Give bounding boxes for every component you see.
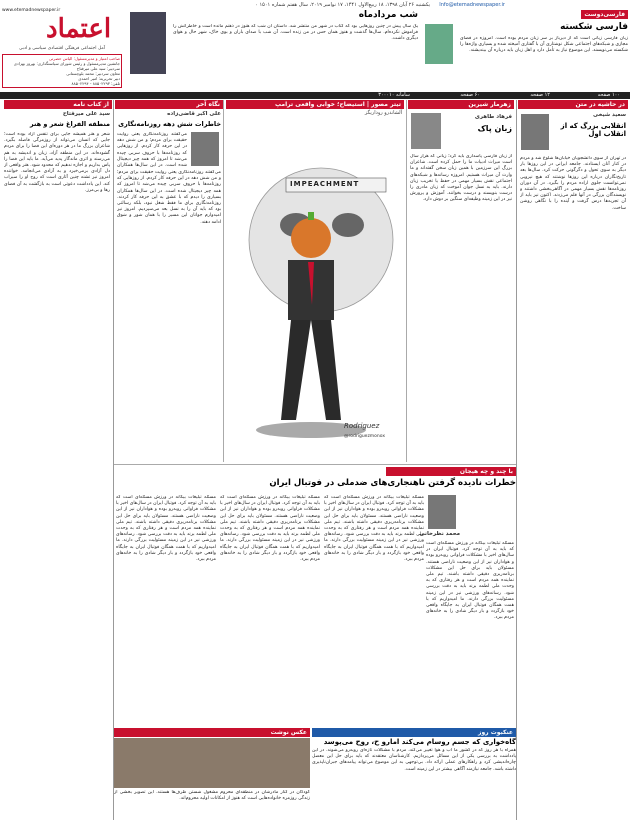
story-body: از زبان فارسی پاسداری باید کرد؛ زبانی که هزار سال است میراث ادبیات ما را حمل کرده است. شاعران بزرگ این سرزمین با همین زبان سخن گفته‌اند و ما وارث آن میراث هستیم. امروزه رسانه‌ها و شبکه‌های اجتماعی نقش بسیار مهمی در حفظ یا تخریب زبان دارند. باید به نسل جوان آموخت که زبان مادری را درست بنویسند و درست بخوانند. آموزش و پرورش نیز در این زمینه وظیفه‌ای سنگین بر دوش دارد. [410, 154, 512, 203]
story-image [130, 12, 166, 74]
story-headline: خاطرات شش دهه روزنامه‌نگاری [118, 120, 221, 128]
story-image [425, 24, 453, 64]
photo-story-image [114, 738, 310, 788]
editorial-box [2, 54, 122, 88]
story-body-continued: می‌گفتند روزنامه‌نگاری یعنی روایت حقیقت برای مردم؛ و من شش دهه در این حرفه کار کردم. از روزهایی که روزنامه‌ها با حروف سربی چیده می‌شد تا امروز که همه چیز دیجیتال شده است. در این سال‌ها همکاران بسیاری را دیدم که با عشق به این حرفه کار کردند. روزنامه‌نگاری برای ما فقط شغل نبود، بلکه رسالتی بود که باید آن را به نسل بعد می‌سپردیم. امروز نیز امیدوارم جوانان این مسیر را با همان شور و شوق ادامه دهند. [117, 170, 221, 225]
story-byline: سید علی میرفتاح [62, 111, 110, 117]
editorial-line: تلفن: ۸۸۵۰۲۲۹۳ - ۸۸۵۰۲۲۹۴ [71, 81, 120, 86]
cartoon-kicker: تیتر مصور | استیضاح؛ خوابی واقعی ترامپ [226, 100, 404, 109]
story-byline: فرهاد طاهری [474, 114, 512, 120]
story-kicker: از کتاب نامه [4, 100, 112, 109]
masthead-tagline: آمل اجتماعی فرهنگی اقتصادی سیاسی و ادبی [18, 46, 106, 51]
masthead-email[interactable]: Info@etemadnewspaper.ir [439, 2, 505, 8]
story-bookday [128, 10, 418, 88]
masthead [0, 0, 630, 92]
story-body: همراه با هر روز که در کشور ما آب و هوا تغییر می‌کند، مردم با مشکلات تازه‌ای روبه‌رو می‌شوند. در این یادداشت به بررسی یکی از این مسائل می‌پردازیم. کارشناسان معتقدند که باید برای حل این معضل چاره‌اندیشی کرد و راهکارهای عملی ارائه داد. بی‌توجهی به این موضوع می‌تواند پیامدهای جبران‌ناپذیری داشته باشد. جامعه نیازمند آگاهی بیشتر در این زمینه است. [312, 748, 516, 772]
top-bar [0, 92, 630, 99]
story-byline: علی اکبر قاضی‌زاده [167, 111, 221, 117]
editorial-line: دبیر تحریریه: امیر احمدی [78, 76, 120, 81]
story-byline: سعید شیخی [592, 112, 626, 118]
left-column-story [516, 100, 628, 820]
author-photo [191, 132, 219, 166]
top-bar-item[interactable]: ۱۰۰ صفحه [597, 92, 620, 98]
story-headline: خطرات نادیده گرفتن ناهنجاری‌های ضدملی در فوتبال ایران [269, 478, 516, 488]
story-headline: انقلابی بزرگ که از انقلاب اول [560, 122, 626, 138]
story-body: یک سال پیش در چنین روزهایی بود که کتاب در شهر من منتشر شد. داستان آن شب که هنوز در ذهنم مانده است و خاطراتش را فراموش نکرده‌ام. سال‌ها گذشت و هنوز همان حس در من زنده است. آن شب با صدای باران و بوی خاک، شهر حال و هوای دیگری داشت. [173, 24, 418, 42]
story-byline: محمد نظرخانی [419, 531, 460, 537]
story-headline: منطقه الفراغ شعر و هنر [29, 120, 110, 128]
masthead-logo: اعتماد [46, 14, 112, 44]
pumpkin-head [291, 218, 331, 258]
story-kicker: عنکبوت روز [312, 728, 516, 737]
editorial-line: معاون سردبیر: محمد بلوچستانی [66, 71, 120, 76]
story-kicker: نگاه آخر [115, 100, 223, 109]
story-kicker: در حاشیه در متن [518, 100, 628, 109]
story-body: زبان فارسی زبانی است که از دیرباز بر سر زبان مردم بوده است. امروزه در فضای مجازی و شبکه‌های اجتماعی شکل نوشتاری آن با گفتاری آمیخته شده و بسیاری واژه‌ها را شکسته می‌نویسند. این موضوع نیاز به تأمل دارد و اهل زبان باید درباره آن بیندیشند. [460, 36, 628, 54]
story-body-column: مسئله تبلیغات بیگانه در ورزش مسئله‌ای است که باید به آن توجه کرد. فوتبال ایران در سال‌های اخیر با مشکلات فراوانی روبه‌رو بوده و هواداران نیز از این وضعیت ناراضی هستند. مسئولان باید برای حل این مشکلات برنامه‌ریزی دقیقی داشته باشند. تیم ملی نماینده همه مردم است و هر رفتاری که به وحدت ملی لطمه بزند باید به دقت بررسی شود. رسانه‌های ورزشی نیز در این زمینه مسئولیت بزرگی دارند. ما امیدواریم که با همت همگان فوتبال ایران به جایگاه واقعی خود بازگردد و بار دیگر شادی را به خانه‌های مردم ببرد. [426, 541, 514, 621]
skull-eye [332, 213, 364, 237]
cartoon-credit: آلشاندرو روداریگز [364, 110, 402, 116]
cartoon-signature: Rodriguez [344, 422, 380, 430]
story-worm [312, 728, 516, 820]
editorial-line: سردبیر: سید علی میرفتاح [76, 66, 120, 71]
column-divider [113, 100, 114, 820]
story-body: شعر و هنر همیشه جایی برای تنفس آزاد بوده است؛ جایی که انسان می‌تواند از روزمرگی فاصله بگیرد. شاعران بزرگ ما در هر دوره‌ای این فضا را برای مردم گشوده‌اند. در این منطقه آزاد، زبان و اندیشه به هم می‌رسند و اثری ماندگار پدید می‌آید. ما باید این فضا را پاس بداریم و اجازه ندهیم که محدود شود. هنر واقعی از دل آزادی برمی‌خیزد و به آزادی می‌انجامد. خواننده امروز نیز تشنه چنین آثاری است که روح او را سیراب کند. این یادداشت دعوتی است به بازگشت به آن فضای رها و بی‌مرز. [4, 132, 110, 193]
logo-block [2, 8, 122, 88]
top-bar-item[interactable]: ۱۲ صفحه [530, 92, 550, 98]
story-body: در تهران از سوی دانشجویان خیابان‌ها شلوغ شد و مردم در کنار آنان ایستادند. جامعه ایرانی در این روزها بار دیگر به سوی تحول و دگرگونی حرکت کرد. سال‌ها بعد تاریخ‌نگاران درباره این روزها نوشتند که هیچ نیرویی نمی‌توانست جلوی اراده مردم را بگیرد. در آن دوران روزنامه‌ها نقش بسیار مهمی در آگاهی‌بخشی داشتند و نویسندگان بزرگی در آنها قلم می‌زدند. اکنون نیز باید از آن تجربه‌ها درس گرفت و آینده را با نگاهی روشن ساخت. [520, 156, 626, 211]
editorial-line: صاحب امتیاز و مدیرمسئول: الیاس حضرتی [48, 56, 120, 61]
story-headline: شب مردادماه [358, 10, 418, 20]
date-line: یکشنبه ۲۶ آبان ۱۳۹۸، ۱۸ ربیع‌الاول ۱۴۴۱، ۱۷ نوامبر ۲۰۱۹، سال هفتم شماره ۱۵۰۱ ۰ [255, 2, 430, 8]
story-kicker: عکس نوشت [114, 728, 310, 737]
cartoon [226, 100, 404, 462]
column-divider [516, 100, 517, 820]
author-photo [521, 114, 549, 150]
story-kicker: زهرمار شیرین [408, 100, 514, 109]
story-headline: فارسی شکسته [560, 22, 628, 32]
story-headline: گاه‌خواری که جسم روسام می‌کند امارو ح، روح می‌پوسد [323, 738, 516, 746]
masthead-site[interactable]: www.etemadnewspaper.ir [2, 8, 61, 13]
story-journalist [114, 100, 224, 462]
cartoon-drawing [226, 120, 404, 460]
top-bar-item[interactable]: ۶۰ صفحه [460, 92, 480, 98]
author-photo [411, 113, 441, 149]
story-kicker: با چند و چه هیجان [386, 467, 516, 476]
story-football [114, 464, 516, 726]
author-photo [428, 495, 456, 529]
story-body-column: مسئله تبلیغات بیگانه در ورزش مسئله‌ای است که باید به آن توجه کرد. فوتبال ایران در سال‌های اخیر با مشکلات فراوانی روبه‌رو بوده و هواداران نیز از این وضعیت ناراضی هستند. مسئولان باید برای حل این مشکلات برنامه‌ریزی دقیقی داشته باشند. تیم ملی نماینده همه مردم است و هر رفتاری که به وحدت ملی لطمه بزند باید به دقت بررسی شود. رسانه‌های ورزشی نیز در این زمینه مسئولیت بزرگی دارند. ما امیدواریم که با همت همگان فوتبال ایران به جایگاه واقعی خود بازگردد و بار دیگر شادی را به خانه‌های مردم ببرد. [220, 495, 320, 563]
cartoon-banner-text: IMPEACHMENT [290, 180, 360, 188]
editorial-line: جانشین مدیرمسئول و رئیس شورای سیاستگذاری: بهروز بهزادی [13, 61, 120, 66]
story-photo-caption: کودکان در کنار مادرشان در منطقه‌ای محروم مشغول شستن ظرف‌ها هستند. این تصویر بخشی از زندگی روزمره خانواده‌هایی است که هنوز از امکانات اولیه محروم‌اند. [114, 790, 310, 802]
story-body-column: مسئله تبلیغات بیگانه در ورزش مسئله‌ای است که باید به آن توجه کرد. فوتبال ایران در سال‌های اخیر با مشکلات فراوانی روبه‌رو بوده و هواداران نیز از این وضعیت ناراضی هستند. مسئولان باید برای حل این مشکلات برنامه‌ریزی دقیقی داشته باشند. تیم ملی نماینده همه مردم است و هر رفتاری که به وحدت ملی لطمه بزند باید به دقت بررسی شود. رسانه‌های ورزشی نیز در این زمینه مسئولیت بزرگی دارند. ما امیدواریم که با همت همگان فوتبال ایران به جایگاه واقعی خود بازگردد و بار دیگر شادی را به خانه‌های مردم ببرد. [116, 495, 216, 563]
story-zaban [406, 100, 514, 462]
story-headline: زبان پاک [477, 124, 512, 133]
cartoon-handle[interactable]: @rodriguezmonox [344, 434, 386, 439]
story-persian [423, 10, 628, 92]
pumpkin-stem [308, 212, 314, 220]
story-kicker: فارسی‌دوست [581, 10, 628, 19]
story-poetry [2, 100, 112, 820]
story-body: مسئله تبلیغات بیگانه در ورزش مسئله‌ای است که باید به آن توجه کرد. فوتبال ایران در سال‌های اخیر با مشکلات فراوانی روبه‌رو بوده و هواداران نیز از این وضعیت ناراضی هستند. مسئولان باید برای حل این مشکلات برنامه‌ریزی دقیقی داشته باشند. تیم ملی نماینده همه مردم است و هر رفتاری که به وحدت ملی لطمه بزند باید به دقت بررسی شود. رسانه‌های ورزشی نیز در این زمینه مسئولیت بزرگی دارند. ما امیدواریم که با همت همگان فوتبال ایران به جایگاه واقعی خود بازگردد و بار دیگر شادی را به خانه‌های مردم ببرد. [324, 495, 424, 563]
story-body: می‌گفتند روزنامه‌نگاری یعنی روایت حقیقت برای مردم؛ و من شش دهه در این حرفه کار کردم. از روزهایی که روزنامه‌ها با حروف سربی چیده می‌شد تا امروز که همه چیز دیجیتال شده است. در این سال‌ها همکاران [117, 132, 187, 168]
top-bar-item[interactable]: سامانه ۳۰۰۰۱۰ [378, 92, 410, 98]
